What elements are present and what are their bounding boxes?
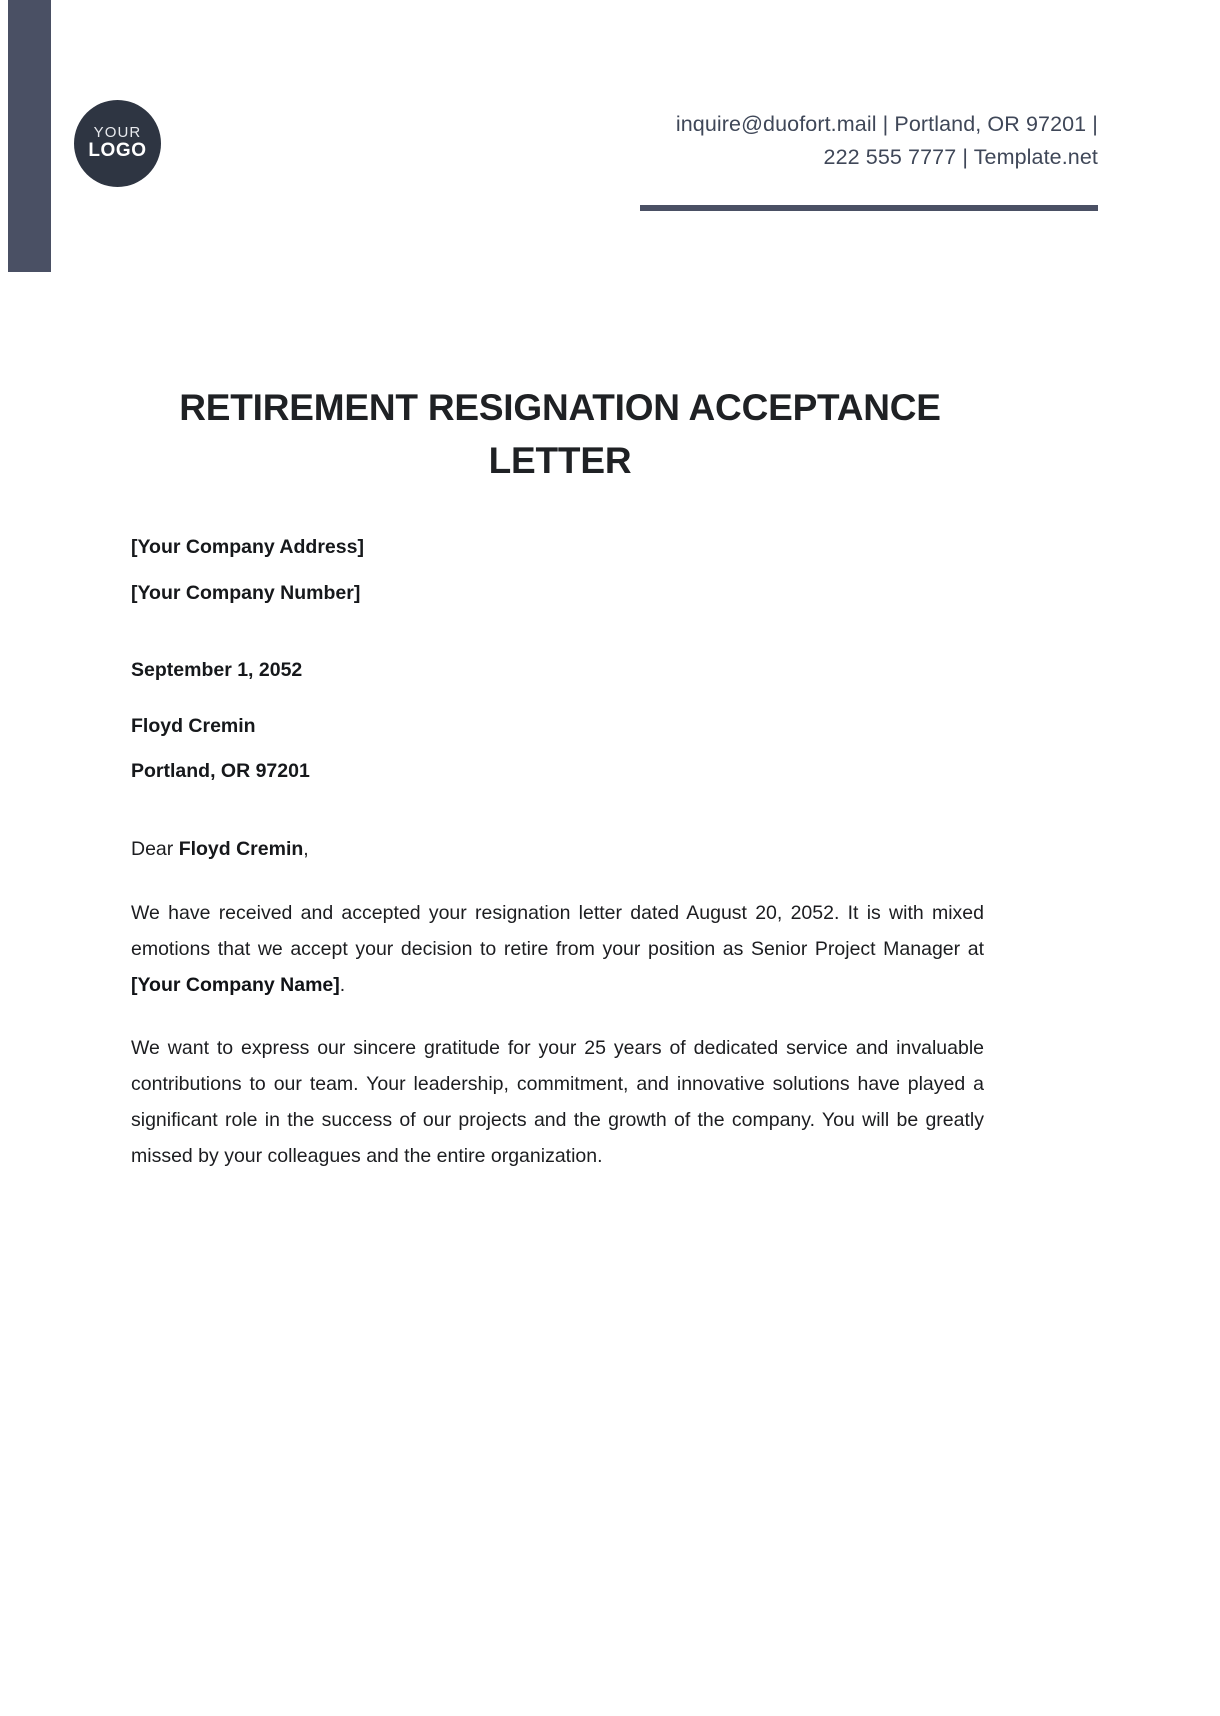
company-number-line: [Your Company Number] xyxy=(131,581,361,604)
spacer-before-body xyxy=(131,859,984,895)
spacer-before-date xyxy=(131,629,984,661)
salutation-suffix: , xyxy=(303,837,309,860)
header-accent-bar xyxy=(8,0,51,272)
logo-text-top: YOUR xyxy=(93,124,142,142)
company-logo xyxy=(74,100,161,187)
salutation-prefix: Dear xyxy=(131,837,179,860)
paragraph-1 xyxy=(131,895,984,1003)
paragraph-1-tail: . xyxy=(339,974,346,997)
salutation xyxy=(131,837,984,860)
paragraph-2: We want to express our sincere gratitude for your 25 years of dedicated service and invaluable contributions to our team. Your leadership, commitment, and innovative solutions have played a significant role in the success of our projects and the growth of the company. You will be greatly missed by your colleagues and the entire organization. xyxy=(131,1037,984,1168)
page-title: RETIREMENT RESIGNATION ACCEPTANCE LETTER xyxy=(179,387,941,481)
salutation-name: Floyd Cremin xyxy=(178,837,304,860)
recipient-name: Floyd Cremin xyxy=(131,714,256,737)
recipient-address: Portland, OR 97201 xyxy=(131,760,310,782)
letter-body xyxy=(131,538,984,1174)
paragraph-1-text: We have received and accepted your resignation letter dated August 20, 2052. It is with mixed emotions that we accept your decision to retire from your position as Senior Project Manager at xyxy=(131,902,984,961)
spacer-before-recipient xyxy=(131,681,984,717)
company-address-line: [Your Company Address] xyxy=(131,536,364,558)
logo-text-bottom: LOGO xyxy=(88,140,147,162)
header-divider xyxy=(640,205,1098,211)
company-name-placeholder: [Your Company Name] xyxy=(131,974,340,997)
header-contact-info xyxy=(478,108,1098,173)
spacer-before-salutation xyxy=(131,808,984,840)
contact-line-2: 222 555 7777 | Template.net xyxy=(823,144,1098,169)
contact-line-1: inquire@duofort.mail | Portland, OR 97201 | xyxy=(675,112,1098,136)
letter-date: September 1, 2052 xyxy=(131,659,303,681)
